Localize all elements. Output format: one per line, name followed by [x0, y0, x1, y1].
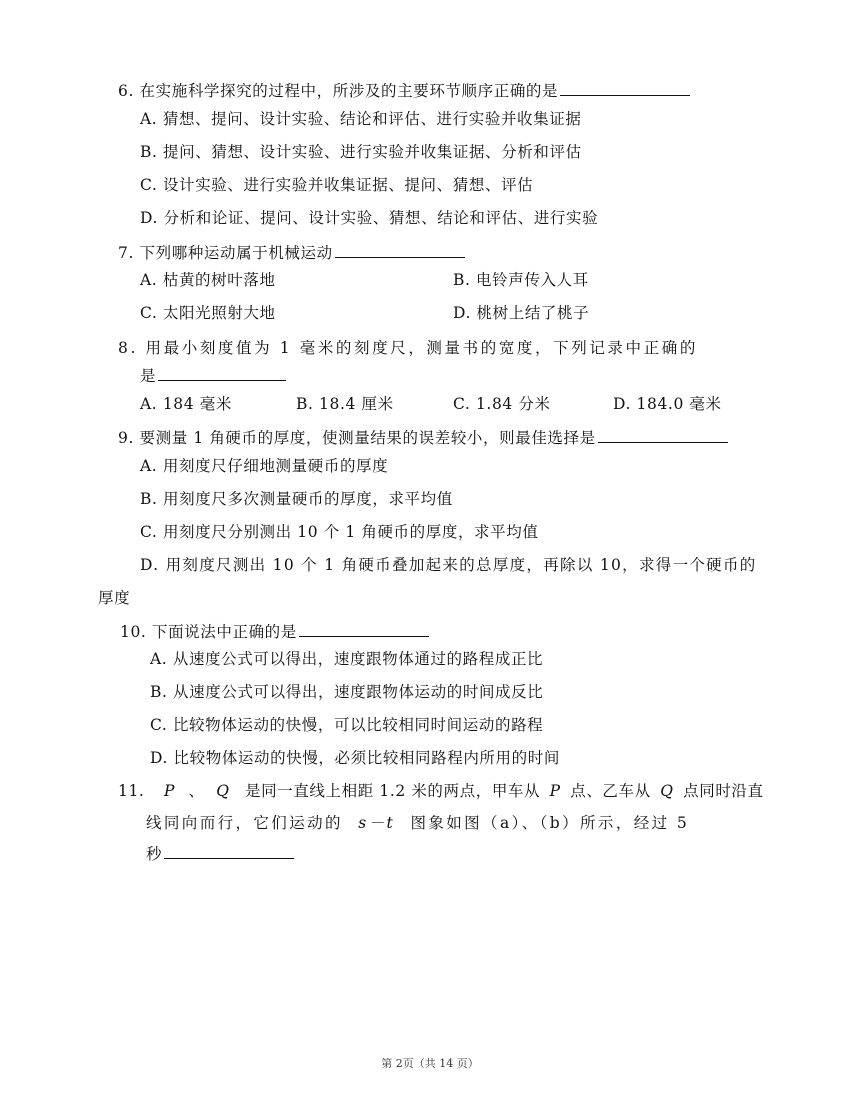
question-8-text: 是 — [140, 367, 157, 385]
question-6-option-d: D. 分析和论证、提问、设计实验、猜想、结论和评估、进行实验 — [140, 209, 599, 227]
question-6-option-b: B. 提问、猜想、设计实验、进行实验并收集证据、分析和评估 — [140, 143, 582, 161]
question-11-text-5: 图象如图（a）、（b）所示，经过 5 — [410, 814, 690, 832]
question-11-line-3 — [146, 842, 294, 865]
answer-blank[interactable] — [335, 241, 465, 258]
question-9-option-d-cont: 厚度 — [98, 589, 131, 607]
answer-blank[interactable] — [164, 842, 294, 859]
question-11-line-2 — [146, 812, 689, 834]
question-6-option-a: A. 猜想、提问、设计实验、结论和评估、进行实验并收集证据 — [140, 110, 582, 128]
question-8-option-a: A. 184 毫米 — [140, 395, 232, 413]
question-8-option-d: D. 184.0 毫米 — [613, 395, 722, 413]
question-11-stem — [118, 780, 764, 802]
question-7-stem — [118, 241, 465, 264]
question-11-text-4: 线同向而行，它们运动的 — [146, 814, 343, 832]
point-q-2: Q — [660, 782, 674, 800]
question-11-text-2: 点、乙车从 — [570, 782, 651, 800]
question-9-option-a: A. 用刻度尺仔细地测量硬币的厚度 — [140, 457, 389, 475]
question-7-option-c: C. 太阳光照射大地 — [140, 304, 276, 322]
question-7-option-a: A. 枯黄的树叶落地 — [140, 271, 276, 289]
question-9-option-c: C. 用刻度尺分别测出 10 个 1 角硬币的厚度，求平均值 — [140, 523, 539, 541]
question-10-stem — [120, 620, 429, 643]
question-9-option-d: D. 用刻度尺测出 10 个 1 角硬币叠加起来的总厚度，再除以 10，求得一个硬币的 — [140, 556, 757, 574]
point-p-2: P — [549, 782, 561, 800]
st-graph-label: s－t — [358, 814, 396, 832]
question-10-option-a: A. 从速度公式可以得出，速度跟物体通过的路程成正比 — [150, 650, 544, 668]
question-7-option-b: B. 电铃声传入人耳 — [453, 271, 589, 289]
question-10-option-b: B. 从速度公式可以得出，速度跟物体运动的时间成反比 — [150, 683, 544, 701]
point-p: P — [163, 782, 176, 800]
question-11-text-6: 秒 — [146, 845, 163, 863]
question-9-stem — [118, 426, 728, 449]
question-11-text-1: 是同一直线上相距 1.2 米的两点，甲车从 — [245, 782, 541, 800]
question-10-text: 10. 下面说法中正确的是 — [120, 623, 297, 641]
question-9-option-b: B. 用刻度尺多次测量硬币的厚度，求平均值 — [140, 490, 453, 508]
answer-blank[interactable] — [560, 79, 690, 96]
question-6-stem — [118, 79, 690, 102]
answer-blank[interactable] — [598, 426, 728, 443]
separator: 、 — [188, 782, 205, 800]
question-8-option-c: C. 1.84 分米 — [453, 395, 551, 413]
question-8-option-b: B. 18.4 厘米 — [296, 395, 394, 413]
question-9-text: 9. 要测量 1 角硬币的厚度，使测量结果的误差较小，则最佳选择是 — [118, 429, 596, 447]
question-11-number: 11. — [118, 782, 145, 800]
answer-blank[interactable] — [158, 364, 286, 381]
question-10-option-d: D. 比较物体运动的快慢，必须比较相同路程内所用的时间 — [150, 749, 560, 767]
question-7-option-d: D. 桃树上结了桃子 — [453, 304, 590, 322]
question-11-text-3: 点同时沿直 — [683, 782, 764, 800]
question-7-text: 7. 下列哪种运动属于机械运动 — [118, 244, 333, 262]
question-10-option-c: C. 比较物体运动的快慢，可以比较相同时间运动的路程 — [150, 716, 544, 734]
answer-blank[interactable] — [299, 620, 429, 637]
point-q: Q — [216, 782, 230, 800]
page-footer: 第 2页（共 14 页） — [381, 1057, 479, 1070]
question-8-stem: 8. 用最小刻度值为 1 毫米的刻度尺，测量书的宽度，下列记录中正确的 — [118, 339, 698, 357]
question-8-stem-cont — [140, 364, 286, 387]
question-6-option-c: C. 设计实验、进行实验并收集证据、提问、猜想、评估 — [140, 176, 534, 194]
question-6-text: 6. 在实施科学探究的过程中，所涉及的主要环节顺序正确的是 — [118, 82, 559, 100]
